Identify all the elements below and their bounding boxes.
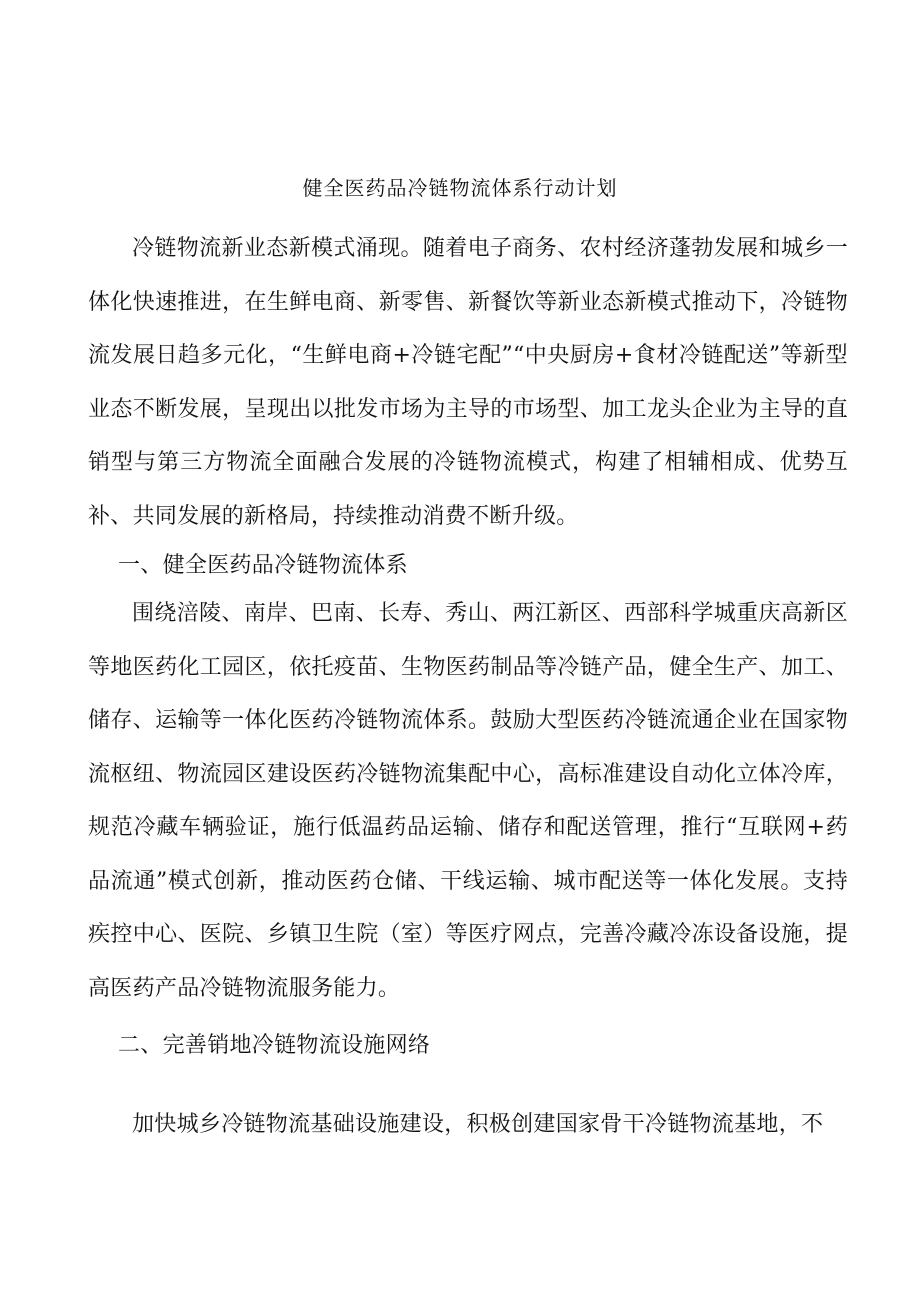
section2-paragraph: 加快城乡冷链物流基础设施建设，积极创建国家骨干冷链物流基地，不 [132,1112,824,1137]
intro-paragraph: 冷链物流新业态新模式涌现。随着电子商务、农村经济蓬勃发展和城乡一体化快速推进，在生鲜电商、新零售、新餐饮等新业态新模式推动下，冷链物流发展日趋多元化，“生鲜电商+冷链宅配”“中央厨房+食材冷链配送”等新型业态不断发展，呈现出以批发市场为主导的市场型、加工龙头企业为主导的直销型与第三方物流全面融合发展的冷链物流模式，构建了相辅相成、优势互补、共同发展的新格局，持续推动消费不断升级。 [88,236,848,529]
section1-paragraph: 围绕涪陵、南岸、巴南、长寿、秀山、两江新区、西部科学城重庆高新区等地医药化工园区，依托疫苗、生物医药制品等冷链产品，健全生产、加工、储存、运输等一体化医药冷链物流体系。鼓励大型医药冷链流通企业在国家物流枢纽、物流园区建设医药冷链物流集配中心，高标准建设自动化立体冷库，规范冷藏车辆验证，施行低温药品运输、储存和配送管理，推行“互联网+药品流通”模式创新，推动医药仓储、干线运输、城市配送等一体化发展。支持疾控中心、医院、乡镇卫生院（室）等医疗网点，完善冷藏冷冻设备设施，提高医药产品冷链物流服务能力。 [88,601,848,1001]
section-heading-2: 二、完善销地冷链物流设施网络 [118,1033,431,1058]
document-title: 健全医药品冷链物流体系行动计划 [302,176,618,200]
section-heading-1: 一、健全医药品冷链物流体系 [118,553,408,578]
